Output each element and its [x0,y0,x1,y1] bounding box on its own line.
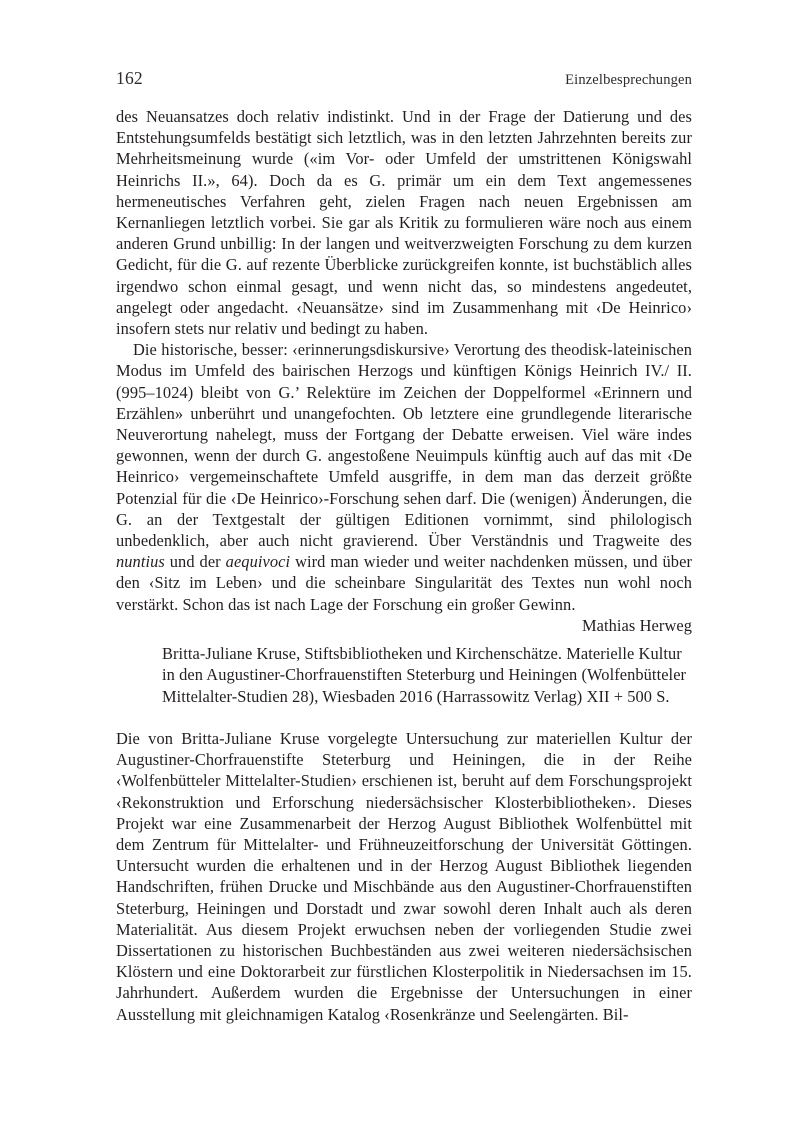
running-head-title: Einzelbesprechungen [565,72,692,88]
paragraph-historische [116,339,692,636]
paragraph-text-part-3: wird man wieder und weiter nachdenken müssen, und über den ‹Sitz im Leben› und die scheinbare Singularität des Textes nun wohl noch verstärkt. Schon das ist nach Lage der Forschung ein großer Gewinn. [116,552,692,614]
paragraph-text-part-1: Die historische, besser: ‹erinnerungsdiskursive› Verortung des theodisk-lateinischen Modus im Umfeld des bairischen Herzogs und künftigen Königs Heinrich IV./ II. (995–1024) bleibt von G.’ Relektüre im Zeichen der Doppelformel «Erinnern und Erzählen» unberührt und unangefochten. Ob letztere eine grundlegende literarische Neuverortung nahelegt, muss der Fortgang der Debatte erweisen. Viel wäre indes gewonnen, wenn der durch G. angestoßene Neuimpuls künftig auch auf das mit ‹De Heinrico› vergemeinschaftete Umfeld ausgriffe, in dem man das derzeit größte Potenzial für die ‹De Heinrico›-Forschung sehen darf. Die (wenigen) Änderungen, die G. an der Textgestalt der gültigen Editionen vornimmt, sind philologisch unbedenklich, aber auch nicht gravierend. Über Verständnis und Tragweite des [116,340,692,551]
book-reference-heading: Britta-Juliane Kruse, Stiftsbibliotheken und Kirchenschätze. Materielle Kultur in den Augustiner-Chorfrauenstiften Steterburg und Heiningen (Wolfenbütteler Mittelalter-Studien 28), Wiesbaden 2016 (Harrassowitz Verlag) XII + 500 S. [162,644,687,706]
paragraph-continuation: des Neuansatzes doch relativ indistinkt. Und in der Frage der Datierung und des Entstehungsumfelds bestätigt sich letztlich, was in den letzten Jahrzehnten bereits zur Mehrheitsmeinung wurde («im Vor- oder Umfeld der umstrittenen Königswahl Heinrichs II.», 64). Doch da es G. primär um ein dem Text angemessenes hermeneutisches Verfahren geht, zielen Fragen nach neuen Ergebnissen am Kernanliegen letztlich vorbei. Sie gar als Kritik zu formulieren wäre noch aus einem anderen Grund unbillig: In der langen und weitverzweigten Forschung zu dem kurzen Gedicht, für die G. auf rezente Überblicke zurückgreifen konnte, ist buchstäblich alles irgendwo schon einmal gesagt, und wenn nicht das, so mindestens angedeutet, angelegt oder angedacht. ‹Neuansätze› sind im Zusammenhang mit ‹De Heinrico› insofern stets nur relativ und bedingt zu haben. [116,107,692,339]
paragraph-text-part-2: und der [164,552,226,572]
italic-term-nuntius: nuntius [116,552,165,572]
page-number: 162 [116,68,143,88]
signature-line [116,615,692,636]
review-two-text [116,728,692,1025]
reviewer-signature: Mathias Herweg [582,615,692,635]
review-one-text [116,106,692,636]
paragraph-review-two-opening: Die von Britta-Juliane Kruse vorgelegte Untersuchung zur materiellen Kultur der Augustiner-Chorfrauenstifte Steterburg und Heiningen, die in der Reihe ‹Wolfenbütteler Mittelalter-Studien› erschienen ist, beruht auf dem Forschungsprojekt ‹Rekonstruktion und Erforschung niedersächsischer Klosterbibliotheken›. Dieses Projekt war eine Zusammenarbeit der Herzog August Bibliothek Wolfenbüttel mit dem Zentrum für Mittelalter- und Frühneuzeitforschung der Universität Göttingen. Untersucht wurden die erhaltenen und in der Herzog August Bibliothek liegenden Handschriften, frühen Drucke und Mischbände aus den Augustiner-Chorfrauenstiften Steterburg, Heiningen und Dorstadt und zwar sowohl deren Inhalt auch als deren Materialität. Aus diesem Projekt erwuchsen neben der vorliegenden Studie zwei Dissertationen zu historischen Buchbeständen aus zwei weiteren niedersächsischen Klöstern und eine Doktorarbeit zur fürstlichen Klosterpolitik in Niedersachsen im 15. Jahrhundert. Außerdem wurden die Ergebnisse der Untersuchungen in einer Ausstellung mit gleichnamigen Katalog ‹Rosenkränze und Seelengärten. Bil- [116,729,692,1024]
running-head [116,68,692,89]
italic-term-aequivoci: aequivoci [225,552,291,572]
